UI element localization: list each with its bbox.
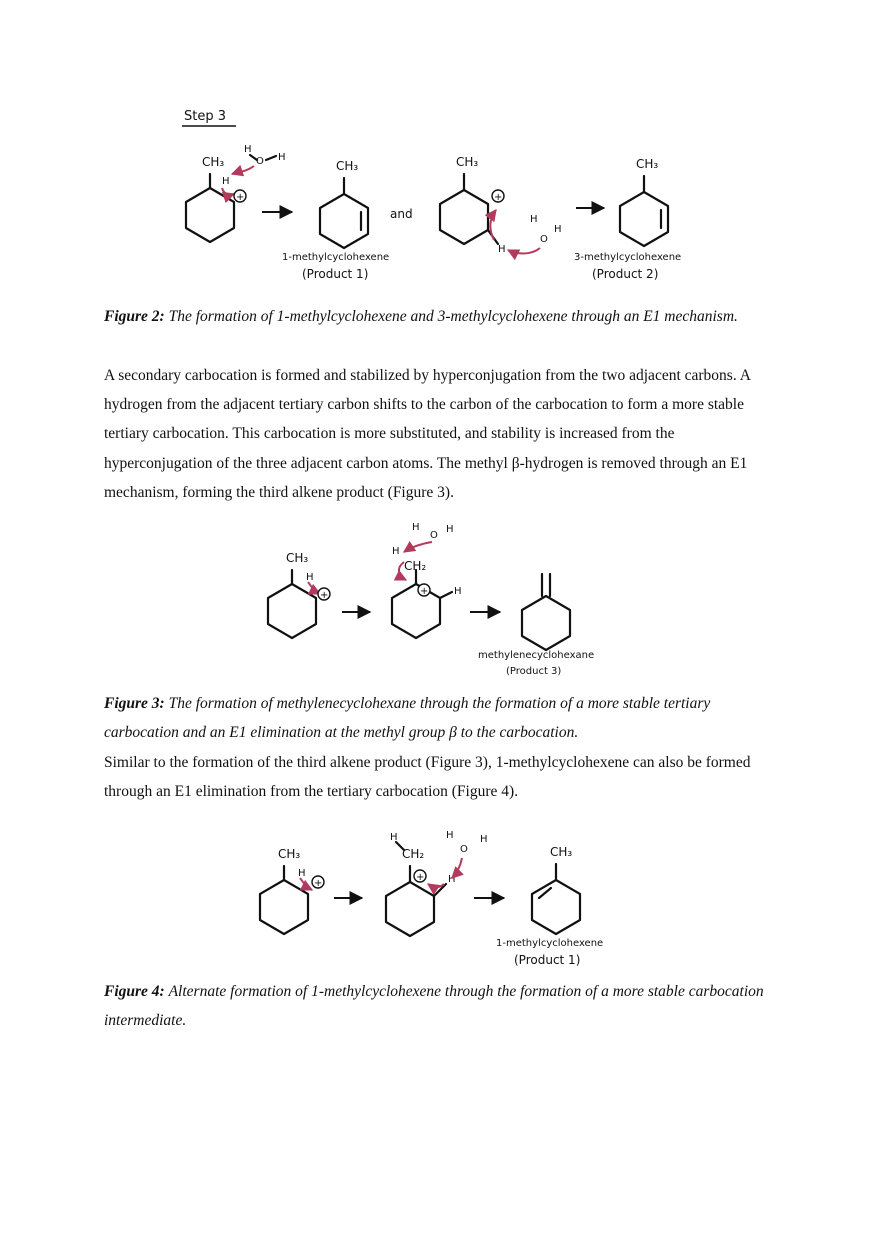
caption-text: Alternate formation of 1-methylcyclohexene through the formation of a more stable carbocation intermediate. xyxy=(104,983,764,1030)
caption-label: Figure 4: xyxy=(104,983,165,1000)
plus-sign: + xyxy=(236,192,245,203)
caption-label: Figure 2: xyxy=(104,308,165,325)
o-label: O xyxy=(460,844,468,855)
caption-text: The formation of methylenecyclohexane through the formation of a more stable tertiary carbocation and an E1 elimination at the methyl group β to the carbocation. xyxy=(104,695,711,742)
and-label: and xyxy=(390,207,413,221)
plus-sign: + xyxy=(314,878,323,889)
reactant-carbocation xyxy=(186,144,286,242)
product-1-name: 1-methylcyclohexene xyxy=(496,938,604,949)
h-label: H xyxy=(222,176,230,187)
plus-sign: + xyxy=(416,872,425,883)
step-label: Step 3 xyxy=(184,109,227,124)
h-label: H xyxy=(480,834,488,845)
ch3-label: CH₃ xyxy=(336,159,359,173)
ch3-label: CH₃ xyxy=(456,155,479,169)
product-1-structure xyxy=(496,845,603,967)
product-1-tag: (Product 1) xyxy=(302,267,369,281)
product-1-name: 1-methylcyclohexene xyxy=(282,252,390,263)
h-label: H xyxy=(446,830,454,841)
ch3-label: CH₃ xyxy=(286,551,309,565)
h-label: H xyxy=(554,224,562,235)
ch3-label: CH₃ xyxy=(278,847,301,861)
h-label: H xyxy=(448,874,456,885)
o-label: O xyxy=(256,156,264,167)
o-label: O xyxy=(430,530,438,541)
body-paragraph-1: A secondary carbocation is formed and stabilized by hyperconjugation from the two adjacent carbons. A hydrogen from the adjacent tertiary carbon shifts to the carbon of the carbocation to form a more stable tertiary carbocation. This carbocation is more substituted, and stability is increased from the hyperconjugation of the three adjacent carbon atoms. The methyl β-hydrogen is removed through an E1 mechanism, forming the third alkene product (Figure 3). xyxy=(104,367,751,501)
figure-4-caption xyxy=(104,977,784,1035)
plus-sign: + xyxy=(320,590,329,601)
figure-2-scheme xyxy=(0,100,880,300)
product-3-structure xyxy=(478,574,594,677)
ch3-label: CH₃ xyxy=(636,157,659,171)
ch2-label: CH₂ xyxy=(404,559,427,573)
h-label: H xyxy=(454,586,462,597)
figure-3-scheme xyxy=(0,512,880,688)
h-label: H xyxy=(530,214,538,225)
o-label: O xyxy=(540,234,548,245)
tertiary-carbocation xyxy=(392,522,462,638)
h-label: H xyxy=(446,524,454,535)
product-2-name: 3-methylcyclohexene xyxy=(574,252,682,263)
plus-sign: + xyxy=(494,192,503,203)
ch3-label: CH₃ xyxy=(550,845,573,859)
product-2-structure xyxy=(574,157,681,281)
figure-3-caption xyxy=(104,689,784,747)
product-2-tag: (Product 2) xyxy=(592,267,659,281)
product-3-tag: (Product 3) xyxy=(506,666,562,677)
figure-4-scheme xyxy=(0,822,880,972)
h-label: H xyxy=(392,546,400,557)
ch3-label: CH₃ xyxy=(202,155,225,169)
ch2-label: CH₂ xyxy=(402,847,425,861)
h-label: H xyxy=(498,244,506,255)
h-label: H xyxy=(390,832,398,843)
caption-text: The formation of 1-methylcyclohexene and 3-methylcyclohexene through an E1 mechanism. xyxy=(168,308,738,325)
h-label: H xyxy=(412,522,420,533)
body-paragraph-2: Similar to the formation of the third alkene product (Figure 3), 1-methylcyclohexene can also be formed through an E1 elimination from the tertiary carbocation (Figure 4). xyxy=(104,754,751,801)
tertiary-carbocation xyxy=(386,830,488,936)
product-1-structure xyxy=(282,159,389,281)
product-1-tag: (Product 1) xyxy=(514,953,581,967)
figure-2-caption xyxy=(104,302,784,331)
h-label: H xyxy=(278,152,286,163)
h-label: H xyxy=(244,144,252,155)
second-carbocation xyxy=(440,155,562,255)
h-label: H xyxy=(298,868,306,879)
reactant-carbocation xyxy=(260,847,324,934)
caption-label: Figure 3: xyxy=(104,695,165,712)
h-label: H xyxy=(306,572,314,583)
plus-sign: + xyxy=(420,586,429,597)
product-3-name: methylenecyclohexane xyxy=(478,650,595,661)
reactant-carbocation xyxy=(268,551,330,638)
